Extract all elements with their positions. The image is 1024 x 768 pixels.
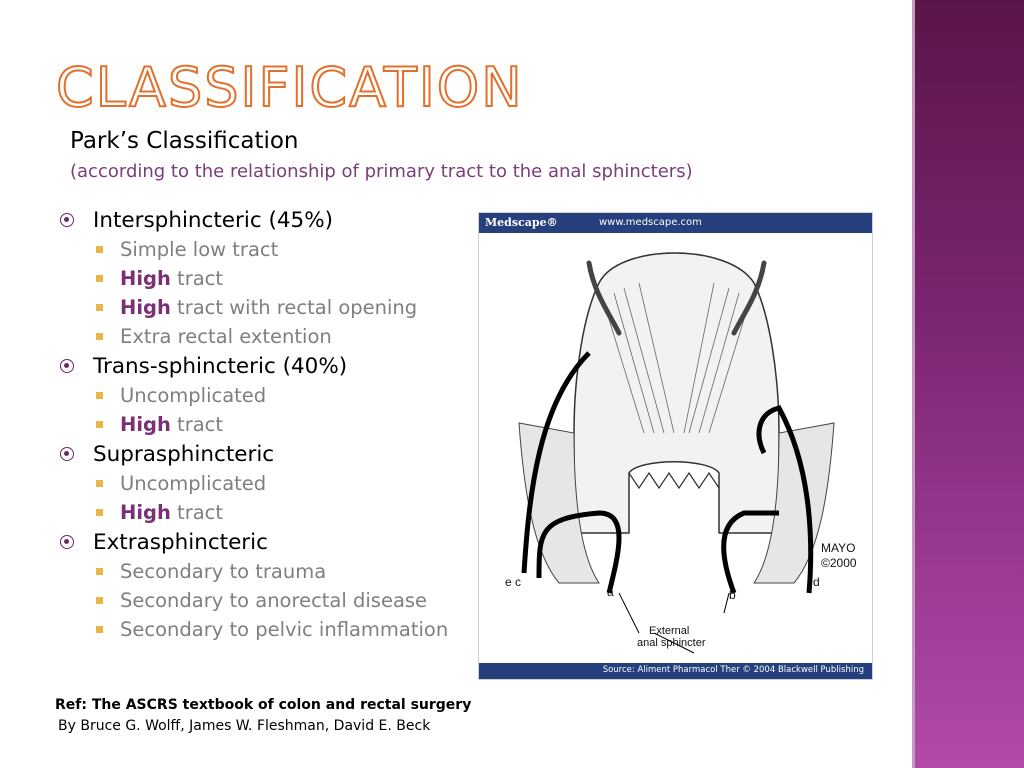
subtype-label: tract: [170, 501, 224, 524]
square-bullet-icon: [96, 626, 103, 633]
subtype-label: tract: [170, 267, 224, 290]
subtype-item: [60, 410, 470, 439]
category-item: [60, 205, 470, 235]
square-bullet-icon: [96, 392, 103, 399]
side-band: [915, 0, 1024, 768]
subtype-item: [60, 586, 470, 615]
sphincter-label-2: anal sphincter: [637, 637, 706, 649]
square-bullet-icon: [96, 304, 103, 311]
subtype-item: [60, 293, 470, 322]
square-bullet-icon: [96, 568, 103, 575]
subtype-item: [60, 322, 470, 351]
anatomy-drawing: [479, 233, 872, 663]
subtype-highlight: High: [120, 267, 171, 290]
square-bullet-icon: [96, 597, 103, 604]
reference-authors: By Bruce G. Wolff, James W. Fleshman, David E. Beck: [58, 718, 431, 734]
classification-list: [60, 205, 470, 644]
sphincter-label-1: External: [649, 625, 690, 637]
subtype-item: [60, 615, 470, 644]
label-d: d: [813, 575, 820, 589]
category-label: Extrasphincteric: [93, 529, 268, 555]
category-item: [60, 527, 470, 557]
figure-header-bar: [479, 213, 872, 233]
category-item: [60, 351, 470, 381]
square-bullet-icon: [96, 509, 103, 516]
subtype-highlight: High: [120, 296, 171, 319]
subtype-label: Secondary to anorectal disease: [120, 589, 428, 612]
label-b: b: [729, 588, 736, 602]
figure-footer-bar: [479, 663, 872, 679]
circle-bullet-icon: [60, 535, 74, 549]
fistula-diagram: [478, 212, 873, 680]
subtype-label: Uncomplicated: [120, 384, 267, 407]
circle-bullet-icon: [60, 213, 74, 227]
square-bullet-icon: [96, 333, 103, 340]
slide-subnote: (according to the relationship of primary tract to the anal sphincters): [70, 161, 693, 182]
dentate-line: [629, 473, 719, 488]
subtype-item: [60, 264, 470, 293]
square-bullet-icon: [96, 275, 103, 282]
mayo-label-2: ©2000: [821, 556, 857, 570]
subtype-item: [60, 235, 470, 264]
slide-title: CLASSIFICATION: [56, 56, 524, 119]
category-label: Suprasphincteric: [93, 441, 275, 467]
subtype-item: [60, 557, 470, 586]
subtype-label: Secondary to trauma: [120, 560, 327, 583]
slide-subtitle: Park’s Classification: [70, 128, 299, 154]
subtype-item: [60, 498, 470, 527]
pointer-a: [619, 593, 639, 633]
subtype-label: tract: [170, 413, 224, 436]
circle-bullet-icon: [60, 447, 74, 461]
subtype-highlight: High: [120, 413, 171, 436]
subtype-label: tract with rectal opening: [170, 296, 418, 319]
circle-bullet-icon: [60, 359, 74, 373]
rectum-outline: [574, 253, 779, 533]
subtype-highlight: High: [120, 501, 171, 524]
subtype-item: [60, 381, 470, 410]
subtype-item: [60, 469, 470, 498]
category-label: Trans-sphincteric (40%): [93, 353, 348, 379]
label-e-c: e c: [505, 575, 522, 589]
subtype-label: Simple low tract: [120, 238, 279, 261]
square-bullet-icon: [96, 246, 103, 253]
mayo-label-1: MAYO: [821, 541, 856, 555]
figure-url: www.medscape.com: [599, 217, 702, 228]
subtype-label: Extra rectal extention: [120, 325, 332, 348]
subtype-label: Secondary to pelvic inflammation: [120, 618, 449, 641]
category-item: [60, 439, 470, 469]
square-bullet-icon: [96, 421, 103, 428]
medscape-logo: Medscape®: [485, 216, 558, 229]
label-a: a: [607, 585, 614, 599]
square-bullet-icon: [96, 480, 103, 487]
reference-title: Ref: The ASCRS textbook of colon and rectal surgery: [55, 697, 472, 713]
subtype-label: Uncomplicated: [120, 472, 267, 495]
category-label: Intersphincteric (45%): [93, 207, 334, 233]
figure-source: Source: Aliment Pharmacol Ther © 2004 Blackwell Publishing: [602, 665, 864, 675]
